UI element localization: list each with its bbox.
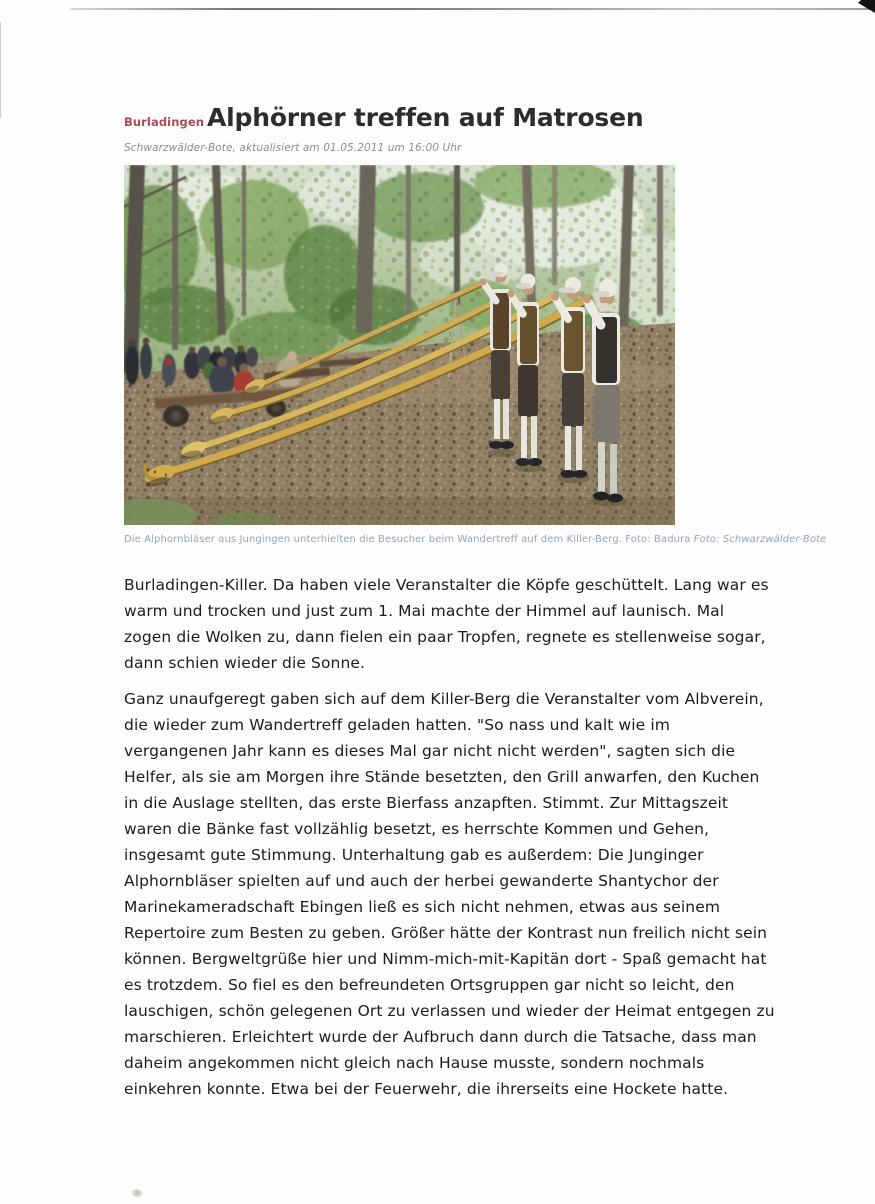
article-content	[124, 103, 827, 1112]
scan-artifact-left-line	[0, 22, 1, 118]
scan-artifact-corner	[858, 0, 875, 13]
paragraph-1: Burladingen-Killer. Da haben viele Veranstalter die Köpfe geschüttelt. Lang war es warm und trocken und just zum 1. Mai machte der Himmel auf launisch. Mal zogen die Wolken zu, dann fielen ein paar Tropfen, regnete es stellenweise sogar, dann schien wieder die Sonne.	[124, 576, 769, 672]
caption-credit: Foto: Schwarzwälder-Bote	[693, 534, 827, 545]
alphorn-players-forest-photo	[124, 165, 675, 525]
kicker-label: Burladingen	[124, 115, 205, 129]
paragraph-2: Ganz unaufgeregt gaben sich auf dem Killer-Berg die Veranstalter vom Albverein, die wieder zum Wandertreff geladen hatten. "So nass und kalt wie im vergangenen Jahr kann es dieses Mal gar nicht nicht werden", sagten sich die Helfer, als sie am Morgen ihre Stände besetzten, den Grill anwarfen, den Kuchen in die Auslage stellten, das erste Bierfass anzapften. Stimmt. Zur Mittagszeit waren die Bänke fast vollzählig besetzt, es herrschte Kommen und Gehen, insgesamt gute Stimmung. Unterhaltung gab es außerdem: Die Junginger Alphornbläser spielten auf und auch der herbei gewanderte Shantychor der Marinekameradschaft Ebingen ließ es sich nicht nehmen, etwas aus seinem Repertoire zum Besten zu geben. Größer hätte der Kontrast nun freilich nicht sein können. Bergweltgrüße hier und Nimm-mich-mit-Kapitän dort - Spaß gemacht hat es trotzdem. So fiel es den befreundeten Ortsgruppen gar nicht so leicht, den lauschigen, schön gelegenen Ort zu verlassen und wieder der Heimat entgegen zu marschieren. Erleichtert wurde der Aufbruch dann durch die Tatsache, dass man daheim angekommen nicht gleich nach Hause musste, sondern nochmals einkehren konnte. Etwa bei der Feuerwehr, die ihrerseits eine Hockete hatte.	[124, 690, 775, 1098]
scan-artifact-top-line	[70, 8, 875, 10]
article-body	[124, 572, 776, 1102]
photo-caption	[124, 534, 827, 545]
scan-artifact-smudge	[132, 1189, 142, 1197]
article-photo	[124, 165, 675, 525]
page-title: Alphörner treffen auf Matrosen	[207, 103, 644, 132]
headline-row	[124, 103, 776, 133]
caption-text: Die Alphornbläser aus Jungingen unterhielten die Besucher beim Wandertreff auf dem Killer-Berg. Foto: Badura	[124, 534, 694, 545]
byline: Schwarzwälder-Bote, aktualisiert am 01.05.2011 um 16:00 Uhr	[124, 142, 462, 154]
